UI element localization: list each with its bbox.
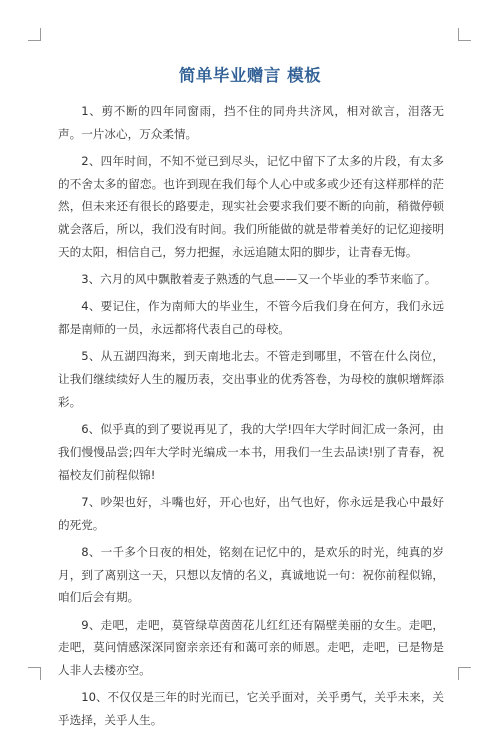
document-title: 简单毕业赠言 模板 xyxy=(178,66,322,85)
crop-mark-bottom-left xyxy=(28,667,41,680)
crop-mark-top-right xyxy=(458,28,471,41)
paragraph: 8、一千多个日夜的相处，铭刻在记忆中的，是欢乐的时光，纯真的岁月，到了离别这一天，只想以友情的名义，真诚地说一句：祝你前程似锦，咱们后会有期。 xyxy=(58,544,444,605)
paragraph: 9、走吧，走吧，莫管绿草茵茵花儿红红还有隔壁美丽的女生。走吧，走吧，莫问情感深深同窗亲亲还有和蔼可亲的师恩。走吧，走吧，已是物是人非人去楼亦空。 xyxy=(58,617,444,677)
paragraph: 1、剪不断的四年同窗雨，挡不住的同舟共济风，相对欲言，泪落无声。一片冰心，万众柔情。 xyxy=(58,104,444,141)
paragraph: 3、六月的风中飘散着麦子熟透的气息——又一个毕业的季节来临了。 xyxy=(81,272,437,287)
crop-mark-bottom-right xyxy=(458,667,471,680)
crop-mark-top-left xyxy=(28,28,41,41)
paragraph: 5、从五湖四海来，到天南地北去。不管走到哪里，不管在什么岗位，让我们继续续好人生的履历表，交出事业的优秀答卷，为母校的旗帜增辉添彩。 xyxy=(58,349,444,409)
paragraph: 6、似乎真的到了要说再见了，我的大学!四年大学时间汇成一条河，由我们慢慢品尝;四年大学时光编成一本书，用我们一生去品读!别了青春，祝福校友们前程似锦! xyxy=(58,422,444,482)
document-body xyxy=(58,100,444,736)
paragraph: 2、四年时间，不知不觉已到尽头，记忆中留下了太多的片段，有太多的不舍太多的留恋。也许到现在我们每个人心中或多或少还有这样那样的茫然，但未来还有很长的路要走，现实社会要求我们要不断的向前，稍微停顿就会落后，所以，我们没有时间。我们所能做的就是带着美好的记忆迎接明天的太阳，相信自己，努力把握，永远追随太阳的脚步，让青春无悔。 xyxy=(58,154,444,259)
paragraph: 7、吵架也好，斗嘴也好，开心也好，出气也好，你永远是我心中最好的死党。 xyxy=(58,494,444,532)
paragraph: 10、不仅仅是三年的时光而已，它关乎面对，关乎勇气，关乎未来，关乎选择，关乎人生。 xyxy=(58,690,444,727)
paragraph: 4、要记住，作为南师大的毕业生，不管今后我们身在何方，我们永远都是南师的一员，永远都将代表自己的母校。 xyxy=(58,299,444,337)
